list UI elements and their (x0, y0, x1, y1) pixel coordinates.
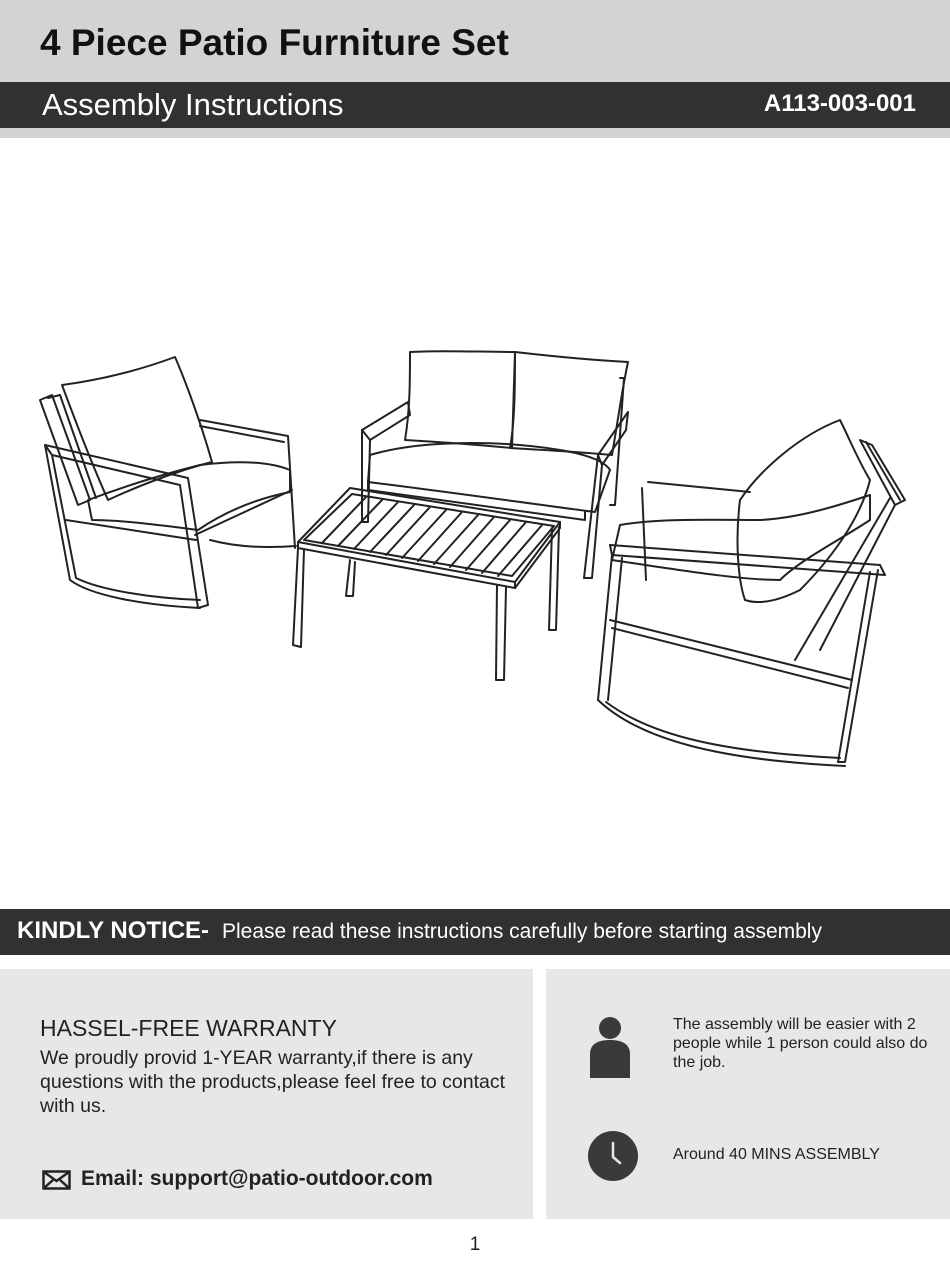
people-tip-text: The assembly will be easier with 2 people while 1 person could also do the job. (673, 1016, 928, 1071)
right-rocking-chair-drawing (598, 420, 905, 766)
page-title: 4 Piece Patio Furniture Set (40, 22, 509, 63)
left-rocking-chair-drawing (40, 357, 296, 608)
time-tip-text: Around 40 MINS ASSEMBLY (673, 1146, 880, 1163)
divider-strip (0, 128, 950, 138)
support-email[interactable]: Email: support@patio-outdoor.com (81, 1167, 433, 1190)
coffee-table-drawing (293, 488, 560, 680)
notice-text: Please read these instructions carefully before starting assembly (222, 920, 822, 943)
notice-label: KINDLY NOTICE- (17, 917, 210, 944)
warranty-text: We proudly provid 1-YEAR warranty,if there is any questions with the products,please feel free to contact with us. (40, 1047, 506, 1117)
page-number: 1 (469, 1234, 481, 1255)
clock-icon (587, 1130, 639, 1182)
loveseat-drawing (362, 351, 628, 578)
warranty-title: HASSEL-FREE WARRANTY (40, 1015, 337, 1041)
person-icon (590, 1016, 630, 1078)
page-subtitle: Assembly Instructions (42, 87, 344, 122)
model-number: A113-003-001 (763, 90, 916, 117)
furniture-set-illustration (0, 300, 950, 800)
mail-icon (42, 1170, 71, 1190)
